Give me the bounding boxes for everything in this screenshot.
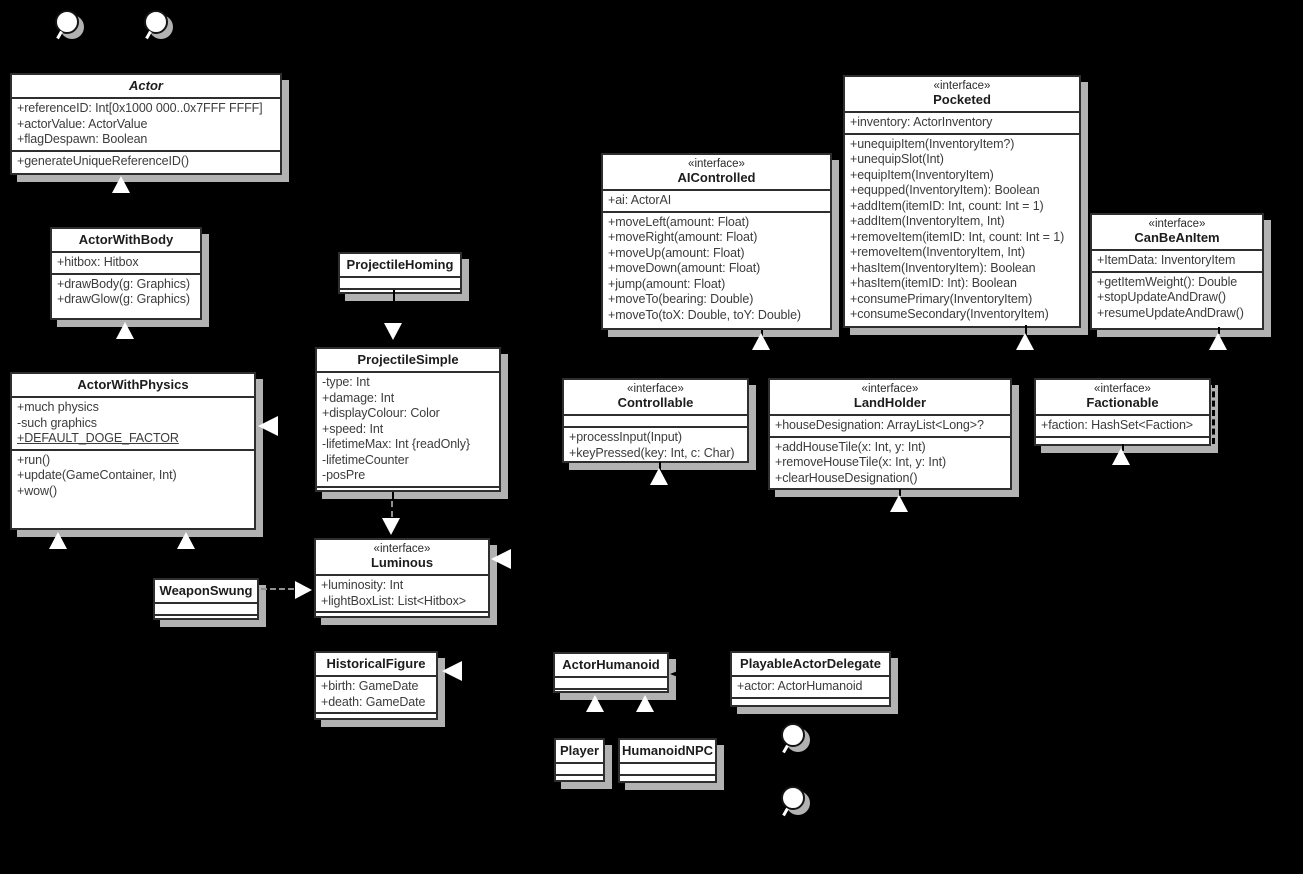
class-title bbox=[1036, 380, 1209, 414]
realization-arrow-icon bbox=[295, 581, 312, 599]
member-line: +birth: GameDate bbox=[321, 679, 419, 693]
class-title bbox=[603, 155, 830, 189]
attributes-compartment bbox=[620, 762, 715, 774]
class-humanoidnpc bbox=[618, 738, 717, 783]
class-name: Pocketed bbox=[933, 92, 991, 107]
member-line: +addItem(InventoryItem, Int) bbox=[850, 214, 1005, 228]
generalization-arrow-icon bbox=[258, 416, 278, 436]
member-line: +houseDesignation: ArrayList<Long>? bbox=[775, 418, 984, 432]
class-name: HumanoidNPC bbox=[622, 743, 713, 758]
attributes-compartment bbox=[732, 675, 889, 697]
member-line: +actorValue: ActorValue bbox=[17, 116, 148, 131]
stereotype-label: «interface» bbox=[1094, 383, 1151, 395]
class-player bbox=[554, 738, 605, 782]
attributes-compartment bbox=[555, 676, 667, 688]
interface-landholder bbox=[768, 378, 1012, 490]
methods-compartment bbox=[732, 697, 889, 709]
class-name: LandHolder bbox=[853, 395, 927, 410]
realization-arrow-icon bbox=[1016, 333, 1034, 350]
member-line: +much physics bbox=[17, 400, 99, 414]
interface-pocketed bbox=[843, 75, 1081, 328]
member-line: +unequipSlot(Int) bbox=[850, 152, 944, 166]
interface-aicontrolled bbox=[601, 153, 832, 330]
class-title bbox=[52, 229, 200, 251]
attributes-compartment bbox=[340, 276, 460, 288]
member-line: +generateUniqueReferenceID() bbox=[17, 153, 189, 168]
member-line: +ai: ActorAI bbox=[608, 193, 672, 207]
stereotype-label: «interface» bbox=[627, 383, 684, 395]
lollipop-stem bbox=[782, 808, 789, 816]
class-actorwithbody bbox=[50, 227, 202, 320]
generalization-arrow-icon bbox=[49, 532, 67, 549]
class-projectilesimple bbox=[315, 347, 501, 492]
stereotype-label: «interface» bbox=[861, 383, 919, 395]
class-name: Luminous bbox=[370, 555, 434, 570]
connector-line bbox=[393, 290, 395, 302]
realization-dashed-line bbox=[391, 501, 393, 517]
class-actor bbox=[10, 73, 282, 175]
attributes-compartment bbox=[770, 414, 1010, 436]
lollipop-stem bbox=[782, 745, 789, 753]
generalization-arrow-icon bbox=[112, 176, 130, 193]
attributes-compartment bbox=[845, 111, 1079, 133]
member-line: -posPre bbox=[322, 468, 366, 482]
attributes-compartment bbox=[1036, 414, 1209, 436]
class-title bbox=[1092, 215, 1262, 249]
realization-dashed-line bbox=[261, 588, 294, 590]
class-historicalfigure bbox=[314, 651, 438, 720]
methods-compartment bbox=[1092, 271, 1262, 329]
member-line: +drawBody(g: Graphics) bbox=[57, 276, 190, 291]
member-line: +faction: HashSet<Faction> bbox=[1041, 418, 1194, 432]
member-line: +equpped(InventoryItem): Boolean bbox=[850, 183, 1040, 197]
realization-arrow-icon bbox=[491, 549, 511, 569]
member-line: +equipItem(InventoryItem) bbox=[850, 167, 994, 182]
attributes-compartment bbox=[564, 414, 747, 426]
interface-lollipop-icon bbox=[781, 786, 805, 810]
member-line: -lifetimeMax: Int {readOnly} bbox=[322, 437, 470, 451]
class-name: ActorWithBody bbox=[78, 232, 174, 247]
member-line: -type: Int bbox=[322, 375, 370, 389]
member-line: +removeItem(itemID: Int, count: Int = 1) bbox=[850, 229, 1065, 244]
class-name: ProjectileSimple bbox=[357, 352, 459, 367]
member-line: +addHouseTile(x: Int, y: Int) bbox=[775, 439, 926, 454]
interface-factionable bbox=[1034, 378, 1211, 446]
class-name: ProjectileHoming bbox=[346, 257, 454, 272]
member-line: +stopUpdateAndDraw() bbox=[1097, 290, 1226, 304]
member-line: -lifetimeCounter bbox=[322, 452, 409, 467]
class-actorwithphysics bbox=[10, 372, 256, 530]
member-line: +wow() bbox=[17, 483, 58, 498]
member-line: +drawGlow(g: Graphics) bbox=[57, 292, 190, 306]
member-line: +moveUp(amount: Float) bbox=[608, 245, 745, 260]
methods-compartment bbox=[316, 611, 488, 623]
methods-compartment bbox=[845, 133, 1079, 327]
methods-compartment bbox=[603, 211, 830, 329]
member-line: +consumePrimary(InventoryItem) bbox=[850, 291, 1033, 306]
methods-compartment bbox=[620, 774, 715, 786]
class-title bbox=[317, 349, 499, 371]
class-title bbox=[340, 254, 460, 276]
methods-compartment bbox=[12, 150, 280, 174]
member-line: +run() bbox=[17, 452, 51, 467]
class-title bbox=[564, 380, 747, 414]
member-line: +damage: Int bbox=[322, 390, 395, 405]
generalization-arrow-icon bbox=[442, 661, 462, 681]
class-name: Player bbox=[559, 743, 600, 758]
class-title bbox=[556, 740, 603, 762]
member-line: +moveTo(toX: Double, toY: Double) bbox=[608, 307, 801, 322]
member-line: +keyPressed(key: Int, c: Char) bbox=[569, 445, 735, 460]
class-title bbox=[555, 654, 667, 676]
attributes-compartment bbox=[52, 251, 200, 273]
member-line: +flagDespawn: Boolean bbox=[17, 132, 148, 146]
member-line: +getItemWeight(): Double bbox=[1097, 274, 1238, 289]
class-actorhumanoid bbox=[553, 652, 669, 693]
interface-lollipop-icon bbox=[55, 10, 79, 34]
member-line: +resumeUpdateAndDraw() bbox=[1097, 305, 1244, 320]
class-name: Actor bbox=[129, 78, 163, 93]
class-title bbox=[12, 75, 280, 97]
class-name: Controllable bbox=[617, 395, 694, 410]
class-title bbox=[316, 540, 488, 574]
member-line: +jump(amount: Float) bbox=[608, 276, 726, 291]
methods-compartment bbox=[340, 288, 460, 300]
realization-arrow-icon bbox=[890, 495, 908, 512]
lollipop-stem bbox=[145, 31, 152, 39]
member-line: +consumeSecondary(InventoryItem) bbox=[850, 307, 1049, 321]
member-line: +death: GameDate bbox=[321, 694, 426, 709]
methods-compartment bbox=[564, 426, 747, 461]
interface-lollipop-icon bbox=[781, 723, 805, 747]
stereotype-label: «interface» bbox=[933, 80, 991, 92]
generalization-arrow-icon bbox=[586, 695, 604, 712]
member-line: +clearHouseDesignation() bbox=[775, 470, 918, 485]
connector-line bbox=[392, 492, 394, 500]
class-name: ActorWithPhysics bbox=[77, 377, 189, 392]
attributes-compartment bbox=[316, 574, 488, 611]
lollipop-stem bbox=[56, 31, 63, 39]
member-line: +moveLeft(amount: Float) bbox=[608, 214, 750, 229]
realization-arrow-icon bbox=[382, 518, 400, 535]
member-line: +update(GameContainer, Int) bbox=[17, 468, 177, 482]
member-line: +moveRight(amount: Float) bbox=[608, 230, 758, 244]
interface-lollipop-icon bbox=[144, 10, 168, 34]
member-line: +moveDown(amount: Float) bbox=[608, 261, 761, 275]
attributes-compartment bbox=[556, 762, 603, 774]
class-name: ActorHumanoid bbox=[562, 657, 660, 672]
member-line: +processInput(Input) bbox=[569, 430, 682, 444]
attributes-compartment bbox=[12, 396, 254, 449]
realization-arrow-icon bbox=[752, 333, 770, 350]
member-line: -such graphics bbox=[17, 415, 97, 430]
methods-compartment bbox=[155, 614, 257, 626]
class-playableactordelegate bbox=[730, 651, 891, 707]
class-title bbox=[316, 653, 436, 675]
attributes-compartment bbox=[603, 189, 830, 211]
class-title bbox=[770, 380, 1010, 414]
member-line: +actor: ActorHumanoid bbox=[737, 679, 863, 693]
realization-arrow-icon bbox=[1209, 333, 1227, 350]
class-name: AIControlled bbox=[677, 170, 756, 185]
member-line: +moveTo(bearing: Double) bbox=[608, 292, 754, 306]
attributes-compartment bbox=[12, 97, 280, 150]
methods-compartment bbox=[12, 449, 254, 529]
member-line: +DEFAULT_DOGE_FACTOR bbox=[17, 431, 179, 445]
generalization-arrow-icon bbox=[636, 695, 654, 712]
member-line: +speed: Int bbox=[322, 421, 384, 436]
member-line: +removeHouseTile(x: Int, y: Int) bbox=[775, 455, 947, 469]
member-line: +luminosity: Int bbox=[321, 578, 404, 592]
stereotype-label: «interface» bbox=[688, 158, 745, 170]
member-line: +hasItem(itemID: Int): Boolean bbox=[850, 276, 1017, 290]
member-line: +referenceID: Int[0x1000 000..0x7FFF FFFF] bbox=[17, 101, 263, 115]
member-line: +addItem(itemID: Int, count: Int = 1) bbox=[850, 198, 1044, 213]
attributes-compartment bbox=[1092, 249, 1262, 271]
member-line: +ItemData: InventoryItem bbox=[1097, 253, 1236, 267]
attributes-compartment bbox=[316, 675, 436, 712]
class-name: WeaponSwung bbox=[159, 583, 253, 598]
stereotype-label: «interface» bbox=[373, 543, 431, 555]
realization-arrow-icon bbox=[1112, 448, 1130, 465]
attributes-compartment bbox=[317, 371, 499, 486]
realization-dashed-line bbox=[1212, 382, 1215, 444]
association-arrow-icon bbox=[670, 665, 693, 683]
class-title bbox=[620, 740, 715, 762]
attributes-compartment bbox=[155, 602, 257, 614]
generalization-arrow-icon bbox=[384, 323, 402, 340]
class-title bbox=[155, 580, 257, 602]
class-title bbox=[845, 77, 1079, 111]
methods-compartment bbox=[770, 436, 1010, 489]
member-line: +displayColour: Color bbox=[322, 406, 440, 420]
member-line: +hasItem(InventoryItem): Boolean bbox=[850, 260, 1036, 275]
interface-controllable bbox=[562, 378, 749, 463]
member-line: +inventory: ActorInventory bbox=[850, 115, 993, 129]
class-name: CanBeAnItem bbox=[1134, 230, 1220, 245]
class-name: HistoricalFigure bbox=[326, 656, 426, 671]
interface-canbeanitem bbox=[1090, 213, 1264, 330]
member-line: +unequipItem(InventoryItem?) bbox=[850, 136, 1015, 151]
realization-arrow-icon bbox=[650, 468, 668, 485]
generalization-arrow-icon bbox=[177, 532, 195, 549]
member-line: +hitbox: Hitbox bbox=[57, 255, 139, 269]
class-title bbox=[12, 374, 254, 396]
stereotype-label: «interface» bbox=[1148, 218, 1206, 230]
class-weaponswung bbox=[153, 578, 259, 620]
class-name: PlayableActorDelegate bbox=[740, 656, 881, 671]
interface-luminous bbox=[314, 538, 490, 618]
methods-compartment bbox=[52, 273, 200, 319]
generalization-arrow-icon bbox=[116, 322, 134, 339]
class-title bbox=[732, 653, 889, 675]
methods-compartment bbox=[317, 486, 499, 498]
methods-compartment bbox=[556, 774, 603, 786]
class-projectilehoming bbox=[338, 252, 462, 294]
member-line: +removeItem(InventoryItem, Int) bbox=[850, 245, 1026, 259]
class-name: Factionable bbox=[1086, 395, 1159, 410]
methods-compartment bbox=[316, 712, 436, 724]
member-line: +lightBoxList: List<Hitbox> bbox=[321, 593, 466, 608]
